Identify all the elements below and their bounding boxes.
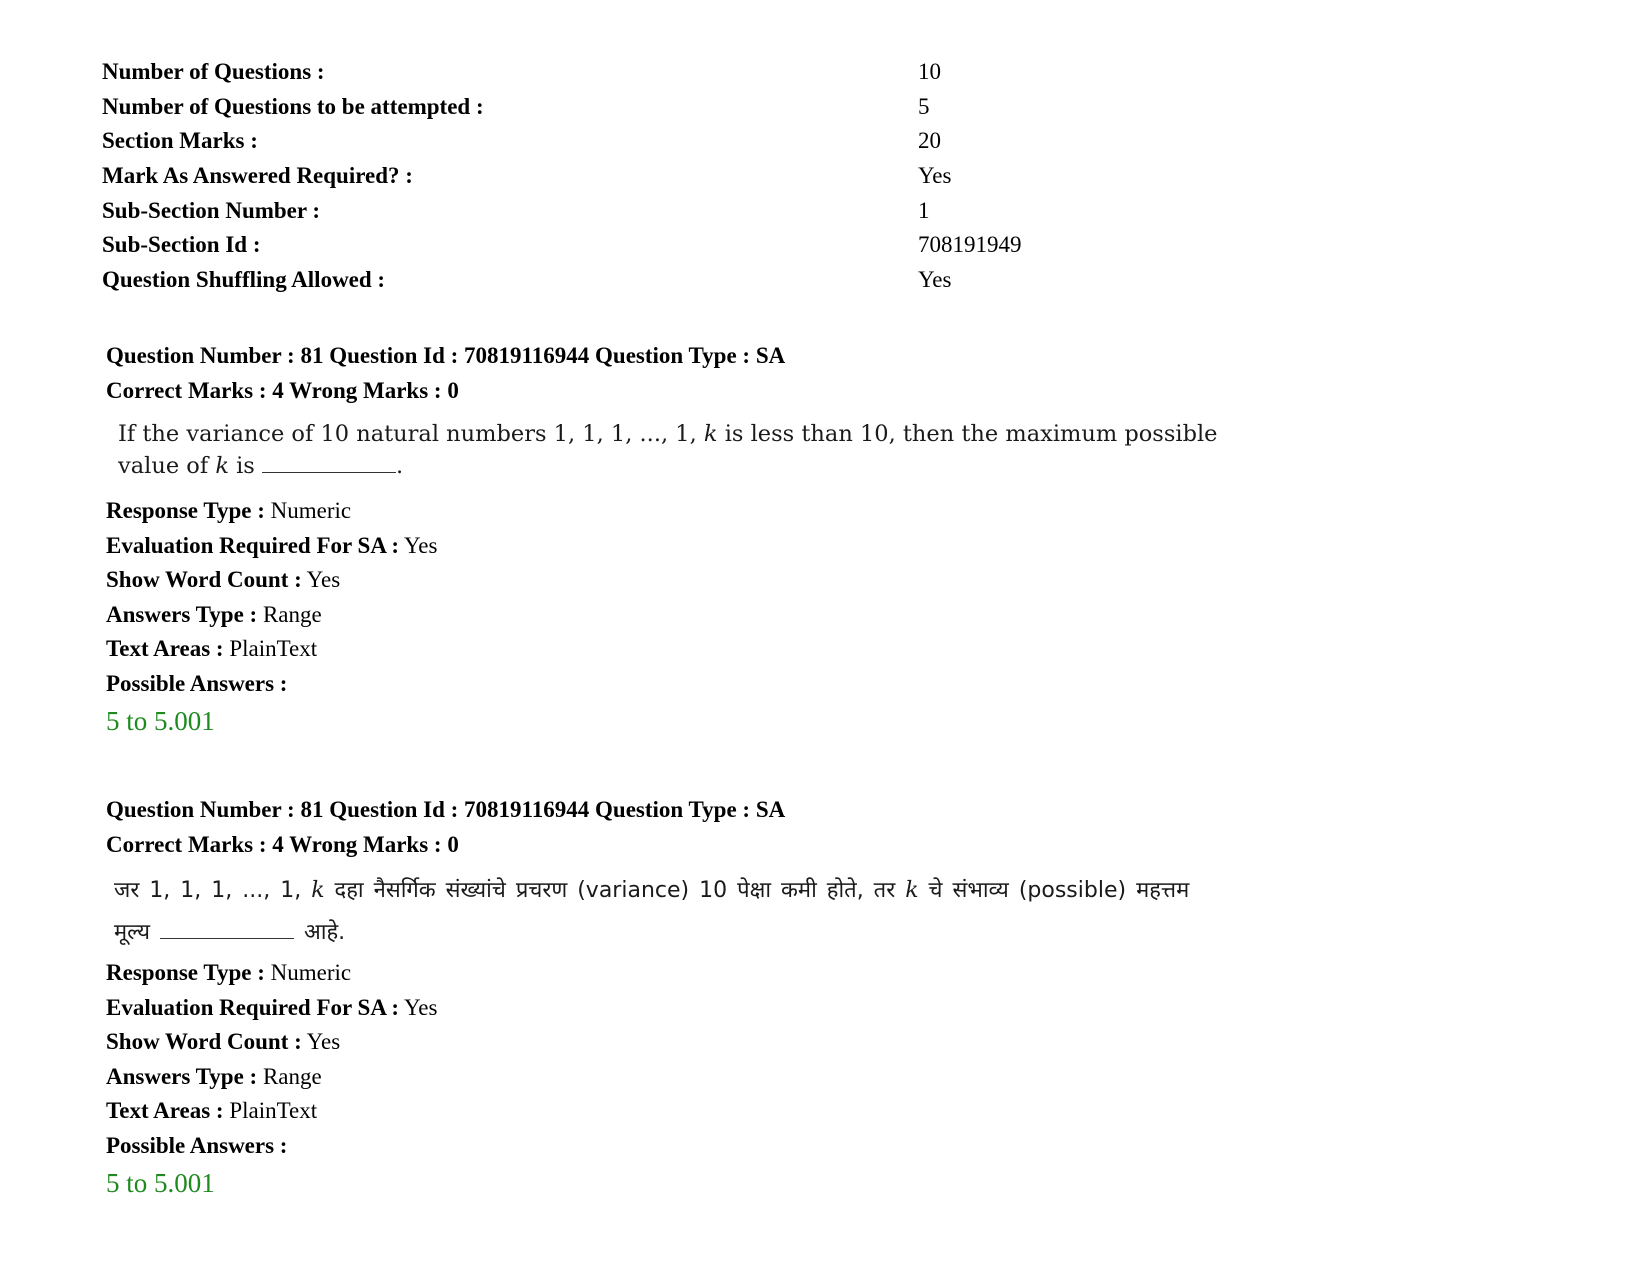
answer-blank xyxy=(262,471,396,473)
question-text: If the variance of 10 natural numbers 1, 1, 1, ..., 1, k is less than 10, then the maximum possible value of k is . xyxy=(118,421,1218,479)
meta-answers-type: Answers Type : Range xyxy=(106,1063,322,1089)
question-block-english xyxy=(106,338,1306,741)
meta-text-areas: Text Areas : PlainText xyxy=(106,1098,318,1123)
meta-show-word-count: Show Word Count : Yes xyxy=(106,567,341,592)
meta-possible-answers: Possible Answers : xyxy=(106,1132,288,1158)
info-value: 5 xyxy=(918,93,930,119)
section-info-table xyxy=(102,55,1102,298)
info-value: 1 xyxy=(918,197,930,223)
info-label: Sub-Section Id : xyxy=(102,232,261,258)
info-label: Mark As Answered Required? : xyxy=(102,163,413,189)
info-value: 20 xyxy=(918,128,941,154)
info-row-question-shuffling xyxy=(102,263,1102,298)
question-marks: Correct Marks : 4 Wrong Marks : 0 xyxy=(106,378,459,403)
question-block-marathi xyxy=(106,792,1306,1203)
info-label: Section Marks : xyxy=(102,128,258,154)
question-header: Question Number : 81 Question Id : 70819116944 Question Type : SA xyxy=(106,797,786,822)
question-meta-list xyxy=(106,956,1306,1203)
info-label: Sub-Section Number : xyxy=(102,197,321,223)
info-row-sub-section-id xyxy=(102,228,1102,263)
meta-possible-answers: Possible Answers : xyxy=(106,670,288,696)
info-row-mark-as-answered xyxy=(102,159,1102,194)
possible-answer-value: 5 to 5.001 xyxy=(106,706,215,736)
meta-show-word-count: Show Word Count : Yes xyxy=(106,1029,341,1054)
info-label: Question Shuffling Allowed : xyxy=(102,267,386,293)
question-meta-list xyxy=(106,494,1306,741)
info-row-questions-to-attempt xyxy=(102,90,1102,125)
info-row-section-marks xyxy=(102,124,1102,159)
info-row-sub-section-number xyxy=(102,194,1102,229)
info-value: 10 xyxy=(918,59,941,84)
info-label: Number of Questions : xyxy=(102,59,325,84)
meta-evaluation-required: Evaluation Required For SA : Yes xyxy=(106,994,438,1020)
info-label: Number of Questions to be attempted : xyxy=(102,93,484,119)
info-value: 708191949 xyxy=(918,232,1022,258)
meta-response-type: Response Type : Numeric xyxy=(106,960,352,985)
question-header: Question Number : 81 Question Id : 70819116944 Question Type : SA xyxy=(106,343,786,368)
answer-blank xyxy=(160,937,294,939)
meta-response-type: Response Type : Numeric xyxy=(106,498,352,523)
possible-answer-value: 5 to 5.001 xyxy=(106,1168,215,1198)
info-row-number-of-questions xyxy=(102,55,1102,90)
meta-answers-type: Answers Type : Range xyxy=(106,601,322,627)
question-text: जर 1, 1, 1, ..., 1, k दहा नैसर्गिक संख्यांचे प्रचरण (variance) 10 पेक्षा कमी होते, तर k चे संभाव्य (possible) महत्तम मूल्य आहे. xyxy=(114,878,1190,945)
info-value: Yes xyxy=(918,163,952,189)
meta-text-areas: Text Areas : PlainText xyxy=(106,636,318,661)
question-marks: Correct Marks : 4 Wrong Marks : 0 xyxy=(106,832,459,857)
info-value: Yes xyxy=(918,267,952,293)
meta-evaluation-required: Evaluation Required For SA : Yes xyxy=(106,532,438,558)
